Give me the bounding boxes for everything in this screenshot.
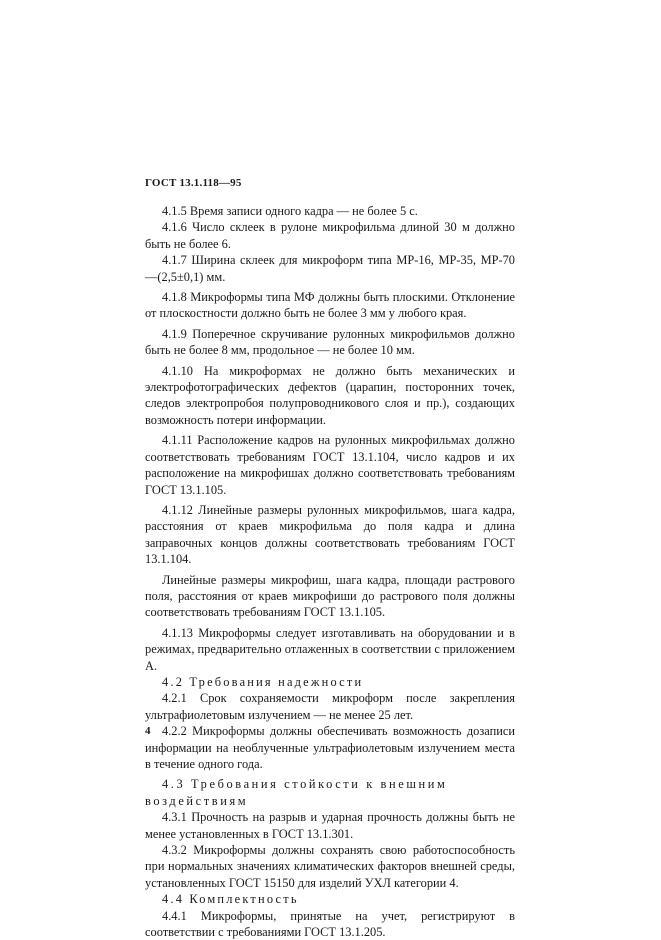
clause-4-1-11: 4.1.11 Расположение кадров на рулонных микрофильмах должно соответствовать требованиям ГОСТ 13.1.104, число кадров и их расположение на микрофишах должно соответствовать требованиям ГОСТ 13.1.105.: [145, 433, 515, 497]
document-body: [145, 203, 515, 940]
section-heading-4-2: 4.2 Требования надежности: [162, 674, 364, 689]
clause-4-1-9: 4.1.9 Поперечное скручивание рулонных микрофильмов должно быть не более 8 мм, продольное — не более 10 мм.: [145, 326, 515, 358]
document-code-header: ГОСТ 13.1.118—95: [145, 177, 242, 189]
clause-4-3-2: 4.3.2 Микроформы должны сохранять свою работоспособность при нормальных значениях климатических факторов внешней среды, установленных ГОСТ 15150 для изделий УХЛ категории 4.: [145, 843, 515, 890]
section-heading-4-3: 4.3 Требования стойкости к внешним воздействиям: [145, 777, 448, 808]
clause-4-1-5: 4.1.5 Время записи одного кадра — не более 5 с.: [162, 204, 418, 218]
section-heading-4-4: 4.4 Комплектность: [162, 892, 299, 907]
clause-4-1-13: 4.1.13 Микроформы следует изготавливать на оборудовании и в режимах, предварительно отлаженных в соответствии с приложением А.: [145, 625, 515, 673]
clause-4-1-7: 4.1.7 Ширина склеек для микроформ типа МР-16, МР-35, МР-70—(2,5±0,1) мм.: [145, 253, 515, 284]
clause-4-3-1: 4.3.1 Прочность на разрыв и ударная прочность должны быть не менее установленных в ГОСТ 13.1.301.: [145, 810, 515, 841]
clause-4-4-1: 4.4.1 Микроформы, принятые на учет, регистрируют в соответствии с требованиями ГОСТ 13.1.205.: [145, 908, 515, 940]
page-number: 4: [145, 725, 151, 737]
clause-4-1-10: 4.1.10 На микроформах не должно быть механических и электрофотографических дефектов (царапин, посторонних точек, следов электропробоя полупроводникового слоя и пр.), создающих возможность потери информации.: [145, 363, 515, 427]
clause-4-2-2: 4.2.2 Микроформы должны обеспечивать возможность дозаписи информации на необлученные ультрафиолетовым излучением места в течение одного года.: [145, 724, 515, 771]
clause-4-2-1: 4.2.1 Срок сохраняемости микроформ после закрепления ультрафиолетовым излучением — не менее 25 лет.: [145, 691, 515, 722]
clause-4-1-12-continuation: Линейные размеры микрофиш, шага кадра, площади растрового поля, расстояния от краев микрофиши до растрового поля должны соответствовать требованиям ГОСТ 13.1.105.: [145, 572, 515, 620]
clause-4-1-8: 4.1.8 Микроформы типа МФ должны быть плоскими. Отклонение от плоскостности должно быть не более 3 мм у любого края.: [145, 290, 515, 321]
clause-4-1-12: 4.1.12 Линейные размеры рулонных микрофильмов, шага кадра, расстояния от краев микрофильма до поля кадра и длина заправочных концов должны соответствовать требованиям ГОСТ 13.1.104.: [145, 502, 515, 567]
clause-4-1-6: 4.1.6 Число склеек в рулоне микрофильма длиной 30 м должно быть не более 6.: [145, 220, 515, 251]
